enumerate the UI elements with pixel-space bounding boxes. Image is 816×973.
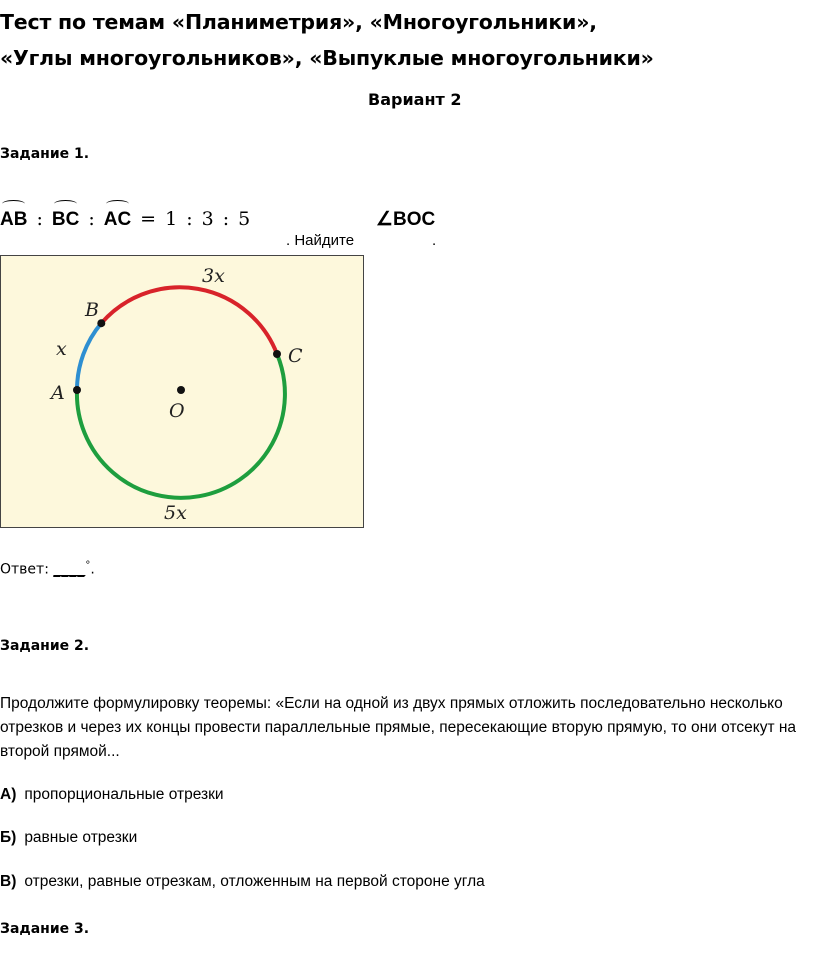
find-text: . Найдите	[286, 232, 355, 249]
option-a[interactable]	[0, 786, 224, 804]
ratio-1: 1	[165, 208, 178, 230]
answer-line	[0, 560, 95, 578]
label-arc-ac: 5x	[164, 502, 187, 524]
task1-heading: Задание 1.	[0, 146, 90, 162]
option-c-letter: В)	[0, 873, 17, 890]
label-o: O	[169, 400, 185, 422]
label-a: A	[51, 382, 65, 404]
option-b-text: равные отрезки	[24, 829, 138, 846]
answer-blank[interactable]: ____	[53, 561, 86, 578]
title-line-2: «Углы многоугольников», «Выпуклые многоугольники»	[0, 46, 654, 70]
equals-sign: =	[140, 208, 157, 230]
arc-ac: AC	[103, 209, 132, 230]
arc-ratio-formula	[0, 208, 250, 231]
title-line-1: Тест по темам «Планиметрия», «Многоугольники»,	[0, 10, 597, 34]
task2-heading: Задание 2.	[0, 638, 90, 654]
angle-boc: ∠BOC	[376, 209, 436, 230]
option-a-text: пропорциональные отрезки	[24, 786, 224, 803]
ratio-3: 3	[201, 208, 214, 230]
circle-diagram	[1, 256, 365, 529]
option-c-text: отрезки, равные отрезкам, отложенным на первой стороне угла	[24, 873, 485, 890]
option-a-letter: А)	[0, 786, 17, 803]
arc-ab-path	[77, 323, 101, 390]
point-a	[73, 386, 81, 394]
colon-4: :	[222, 208, 230, 230]
task3-heading: Задание 3.	[0, 921, 90, 937]
label-c: C	[288, 345, 303, 367]
option-b[interactable]	[0, 829, 137, 847]
find-period: .	[432, 232, 437, 249]
label-b: B	[85, 299, 99, 321]
variant-label: Вариант 2	[368, 90, 462, 109]
circle-figure	[0, 255, 364, 528]
degree-sign: °	[85, 560, 91, 571]
colon-2: :	[88, 208, 95, 230]
arc-ac-path	[77, 354, 285, 498]
arc-bc-path	[101, 287, 277, 354]
ratio-5: 5	[238, 208, 251, 230]
point-c	[273, 350, 281, 358]
colon-1: :	[36, 208, 43, 230]
label-arc-bc: 3x	[202, 265, 225, 287]
label-arc-ab: x	[56, 338, 67, 360]
point-o	[177, 386, 185, 394]
arc-bc: BC	[51, 209, 80, 230]
page-title	[0, 4, 812, 76]
answer-label: Ответ:	[0, 561, 49, 578]
colon-3: :	[186, 208, 193, 230]
arc-ab: AB	[0, 209, 28, 230]
option-b-letter: Б)	[0, 829, 17, 846]
answer-period: .	[90, 561, 95, 578]
option-c[interactable]	[0, 873, 485, 891]
task2-text: Продолжите формулировку теоремы: «Если на одной из двух прямых отложить последовательно несколько отрезков и через их концы провести параллельные прямые, пересекающие вторую прямую, то они отсекут на второй прямой...	[0, 695, 797, 760]
